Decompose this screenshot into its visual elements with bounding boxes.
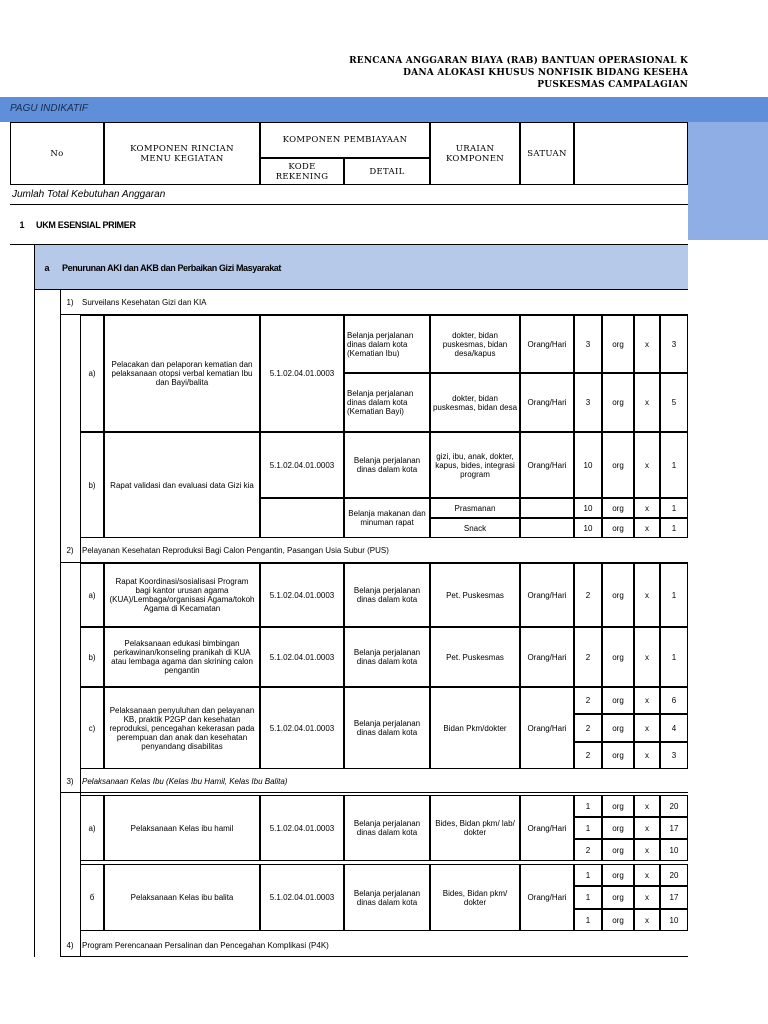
item-c2-value-3: 3 xyxy=(660,742,688,769)
group-4-label: Program Perencanaan Persalinan dan Pencegahan Komplikasi (P4K) xyxy=(82,940,329,950)
item-a1-detail-1: Belanja perjalanan dinas dalam kota (Kematian Ibu) xyxy=(344,315,430,373)
group-1-no: 1) xyxy=(66,298,74,307)
item-a2-uraian: Pet. Puskesmas xyxy=(430,563,520,627)
item-a3-qty-2: 1 xyxy=(574,817,602,839)
item-b1-kode-blank xyxy=(260,498,344,538)
header-no: No xyxy=(10,122,104,185)
item-a2-detail: Belanja perjalanan dinas dalam kota xyxy=(344,563,430,627)
group-3-no: 3) xyxy=(66,776,74,786)
header-komponen-rincian: KOMPONEN RINCIAN MENU KEGIATAN xyxy=(104,122,260,185)
item-b2-detail: Belanja perjalanan dinas dalam kota xyxy=(344,627,430,687)
item-a1-kode: 5.1.02.04.01.0003 xyxy=(260,315,344,432)
item-c2-unit-2: org xyxy=(602,714,634,742)
item-b1-detail-1: Belanja perjalanan dinas dalam kota xyxy=(344,432,430,498)
item-c2-qty-1: 2 xyxy=(574,687,602,714)
item-a2-value: 1 xyxy=(660,563,688,627)
doc-title-line-1: RENCANA ANGGARAN BIAYA (RAB) BANTUAN OPERASIONAL K xyxy=(349,56,688,66)
item-c2-qty-3: 2 xyxy=(574,742,602,769)
item-b3-times-1: x xyxy=(634,864,660,886)
item-a3-kode: 5.1.02.04.01.0003 xyxy=(260,795,344,861)
item-b1-times-2: x xyxy=(634,498,660,518)
item-c2-value-2: 4 xyxy=(660,714,688,742)
item-b2-uraian: Pet. Puskesmas xyxy=(430,627,520,687)
item-c2-unit-1: org xyxy=(602,687,634,714)
item-a1-unit-2: org xyxy=(602,373,634,432)
item-c2-kegiatan: Pelaksanaan penyuluhan dan pelayanan KB, praktik P2GP dan kesehatan reproduksi, pencegahan kekerasan pada perempuan dan anak dan kesehatan penyandang disabilitas xyxy=(104,687,260,769)
item-b1-value-1: 1 xyxy=(660,432,688,498)
item-b3-value-2: 17 xyxy=(660,886,688,909)
item-b3-satuan: Orang/Hari xyxy=(520,864,574,931)
item-a2-qty: 2 xyxy=(574,563,602,627)
header-uraian-komponen: URAIAN KOMPONEN xyxy=(430,122,520,185)
item-c2-times-2: x xyxy=(634,714,660,742)
item-b1-detail-2: Belanja makanan dan minuman rapat xyxy=(344,498,430,538)
indent-line-level-1 xyxy=(34,245,35,957)
item-c2-uraian: Bidan Pkm/dokter xyxy=(430,687,520,769)
item-c2-value-1: 6 xyxy=(660,687,688,714)
header-detail: DETAIL xyxy=(344,158,430,185)
item-b1-qty-3: 10 xyxy=(574,518,602,538)
item-b2-qty: 2 xyxy=(574,627,602,687)
item-a1-detail-2: Belanja perjalanan dinas dalam kota (Kematian Bayi) xyxy=(344,373,430,432)
item-a3-no: a) xyxy=(80,795,104,861)
item-b3-value-1: 20 xyxy=(660,864,688,886)
item-a2-kode: 5.1.02.04.01.0003 xyxy=(260,563,344,627)
item-b2-kegiatan: Pelaksanaan edukasi bimbingan perkawinan/konseling pranikah di KUA atau lembaga agama dan skrining calon pengantin xyxy=(104,627,260,687)
item-c2-qty-2: 2 xyxy=(574,714,602,742)
item-a3-value-2: 17 xyxy=(660,817,688,839)
item-b1-value-3: 1 xyxy=(660,518,688,538)
item-b1-uraian-2: Prasmanan xyxy=(430,498,520,518)
item-a3-unit-1: org xyxy=(602,795,634,817)
item-b3-times-2: x xyxy=(634,886,660,909)
item-a3-times-3: x xyxy=(634,839,660,861)
sub-a-no: a xyxy=(44,262,50,273)
item-b1-unit-2: org xyxy=(602,498,634,518)
item-b1-value-2: 1 xyxy=(660,498,688,518)
item-a1-satuan-1: Orang/Hari xyxy=(520,315,574,373)
item-b3-qty-1: 1 xyxy=(574,864,602,886)
item-b1-qty-2: 10 xyxy=(574,498,602,518)
item-b1-satuan-2-blank xyxy=(520,498,574,518)
item-a2-satuan: Orang/Hari xyxy=(520,563,574,627)
item-b3-qty-3: 1 xyxy=(574,909,602,931)
item-a1-unit-1: org xyxy=(602,315,634,373)
item-b2-kode: 5.1.02.04.01.0003 xyxy=(260,627,344,687)
item-b1-unit-3: org xyxy=(602,518,634,538)
item-a3-qty-3: 2 xyxy=(574,839,602,861)
item-a1-uraian-1: dokter, bidan puskesmas, bidan desa/kapus xyxy=(430,315,520,373)
item-a3-times-2: x xyxy=(634,817,660,839)
item-b3-kegiatan: Pelaksanaan Kelas ibu balita xyxy=(104,864,260,931)
item-c2-satuan: Orang/Hari xyxy=(520,687,574,769)
item-b1-kegiatan: Rapat validasi dan evaluasi data Gizi kia xyxy=(104,432,260,538)
item-b3-times-3: x xyxy=(634,909,660,931)
item-b1-times-3: x xyxy=(634,518,660,538)
item-c2-unit-3: org xyxy=(602,742,634,769)
item-b1-unit-1: org xyxy=(602,432,634,498)
item-b3-no: б xyxy=(80,864,104,931)
item-b1-satuan-3-blank xyxy=(520,518,574,538)
item-a2-times: x xyxy=(634,563,660,627)
section-ukm-no: 1 xyxy=(19,220,25,230)
sub-a-label: Penurunan AKI dan AKB dan Perbaikan Gizi Masyarakat xyxy=(62,262,281,273)
item-c2-no: c) xyxy=(80,687,104,769)
side-fill-band xyxy=(688,122,768,240)
item-b2-unit: org xyxy=(602,627,634,687)
item-c2-detail: Belanja perjalanan dinas dalam kota xyxy=(344,687,430,769)
group-1-label: Surveilans Kesehatan Gizi dan KIA xyxy=(82,298,207,307)
item-b2-value: 1 xyxy=(660,627,688,687)
group-4-no: 4) xyxy=(66,940,74,950)
header-volume-blank xyxy=(574,122,688,185)
item-b1-kode: 5.1.02.04.01.0003 xyxy=(260,432,344,498)
item-a3-kegiatan: Pelaksanaan Kelas ibu hamil xyxy=(104,795,260,861)
item-b2-no: b) xyxy=(80,627,104,687)
item-a3-uraian: Bides, Bidan pkm/ lab/ dokter xyxy=(430,795,520,861)
jumlah-total-label: Jumlah Total Kebutuhan Anggaran xyxy=(10,185,688,205)
item-b1-uraian-1: gizi, ibu, anak, dokter, kapus, bides, integrasi program xyxy=(430,432,520,498)
item-a3-value-1: 20 xyxy=(660,795,688,817)
item-c2-times-1: x xyxy=(634,687,660,714)
item-b1-qty-1: 10 xyxy=(574,432,602,498)
item-b3-qty-2: 1 xyxy=(574,886,602,909)
item-b3-value-3: 10 xyxy=(660,909,688,931)
item-a2-kegiatan: Rapat Koordinasi/sosialisasi Program bagi kantor urusan agama (KUA)/Lembaga/organisasi Agama/tokoh Agama di Kecamatan xyxy=(104,563,260,627)
item-a1-value-2: 5 xyxy=(660,373,688,432)
item-b2-satuan: Orang/Hari xyxy=(520,627,574,687)
item-a3-value-3: 10 xyxy=(660,839,688,861)
header-satuan: SATUAN xyxy=(520,122,574,185)
item-a1-qty-2: 3 xyxy=(574,373,602,432)
item-b3-detail: Belanja perjalanan dinas dalam kota xyxy=(344,864,430,931)
item-a3-times-1: x xyxy=(634,795,660,817)
item-a3-qty-1: 1 xyxy=(574,795,602,817)
item-a1-uraian-2: dokter, bidan puskesmas, bidan desa xyxy=(430,373,520,432)
item-b3-kode: 5.1.02.04.01.0003 xyxy=(260,864,344,931)
pagu-indikatif-label: PAGU INDIKATIF xyxy=(10,103,88,114)
indent-line-level-2 xyxy=(60,290,61,957)
section-ukm-label: UKM ESENSIAL PRIMER xyxy=(36,220,136,230)
group-2-label: Pelayanan Kesehatan Reproduksi Bagi Calon Pengantin, Pasangan Usia Subur (PUS) xyxy=(82,546,389,555)
item-b1-uraian-3: Snack xyxy=(430,518,520,538)
item-b3-unit-1: org xyxy=(602,864,634,886)
header-komponen-pembiayaan: KOMPONEN PEMBIAYAAN xyxy=(260,122,430,158)
item-b1-no: b) xyxy=(80,432,104,538)
item-a3-unit-3: org xyxy=(602,839,634,861)
item-a2-no: a) xyxy=(80,563,104,627)
indent-line-level-3 xyxy=(80,315,81,957)
item-c2-kode: 5.1.02.04.01.0003 xyxy=(260,687,344,769)
item-a3-unit-2: org xyxy=(602,817,634,839)
group-3-label: Pelaksanaan Kelas Ibu (Kelas Ibu Hamil, Kelas Ibu Balita) xyxy=(82,776,288,786)
doc-title-line-2: DANA ALOKASI KHUSUS NONFISIK BIDANG KESEHA xyxy=(403,68,688,78)
item-a3-satuan: Orang/Hari xyxy=(520,795,574,861)
group-2-no: 2) xyxy=(66,546,74,555)
item-a1-times-1: x xyxy=(634,315,660,373)
item-a1-value-1: 3 xyxy=(660,315,688,373)
item-a1-times-2: x xyxy=(634,373,660,432)
item-a1-qty-1: 3 xyxy=(574,315,602,373)
header-kode-rekening: KODE REKENING xyxy=(260,158,344,185)
item-a1-satuan-2: Orang/Hari xyxy=(520,373,574,432)
item-a2-unit: org xyxy=(602,563,634,627)
item-b1-satuan-1: Orang/Hari xyxy=(520,432,574,498)
item-c2-times-3: x xyxy=(634,742,660,769)
item-b2-times: x xyxy=(634,627,660,687)
item-b3-uraian: Bides, Bidan pkm/ dokter xyxy=(430,864,520,931)
pagu-indikatif-bar xyxy=(0,97,768,122)
item-b1-times-1: x xyxy=(634,432,660,498)
item-a1-no: a) xyxy=(80,315,104,432)
doc-title-line-3: PUSKESMAS CAMPALAGIAN xyxy=(537,80,688,90)
item-a3-detail: Belanja perjalanan dinas dalam kota xyxy=(344,795,430,861)
item-b3-unit-2: org xyxy=(602,886,634,909)
item-a1-kegiatan: Pelacakan dan pelaporan kematian dan pelaksanaan otopsi verbal kematian Ibu dan Bayi/balita xyxy=(104,315,260,432)
item-b3-unit-3: org xyxy=(602,909,634,931)
